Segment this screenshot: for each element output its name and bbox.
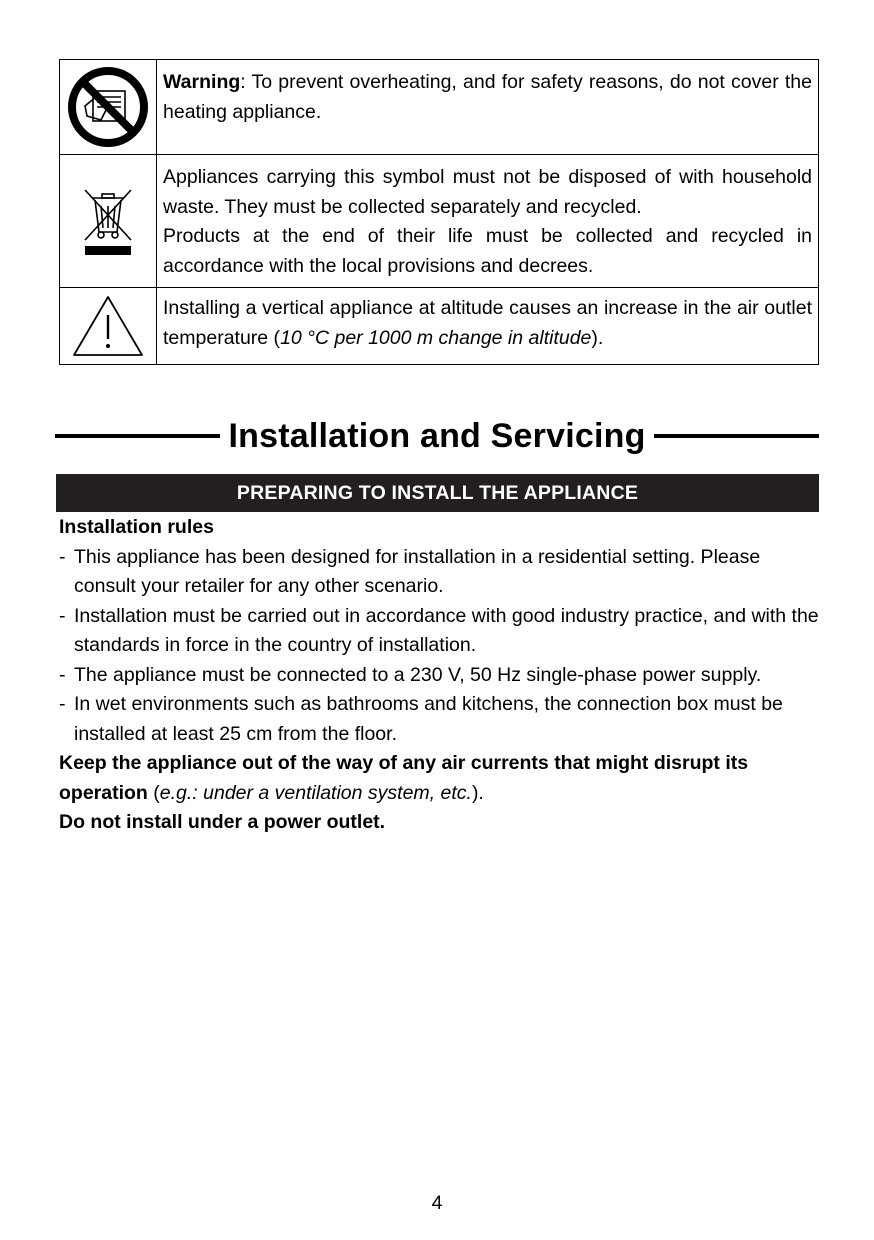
icon-cell — [60, 60, 157, 155]
title-rule-left — [55, 434, 220, 438]
icon-cell — [60, 288, 157, 365]
warning-body: : To prevent overheating, and for safety reasons, do not cover the heating appliance. — [163, 71, 812, 123]
list-item-text: In wet environments such as bathrooms and kitchens, the connection box must be installed at least 25 cm from the floor. — [74, 693, 783, 745]
weee-line-2: Products at the end of their life must be collected and recycled in accordance with the local provisions and decrees. — [163, 225, 812, 277]
note-bold: Keep the appliance out of the way of any air currents that might disrupt its operation — [59, 752, 749, 804]
subheading: Installation rules — [59, 516, 214, 538]
title-rule-right — [654, 434, 819, 438]
list-item-text: This appliance has been designed for installation in a residential setting. Please consult your retailer for any other scenario. — [74, 545, 761, 597]
table-row — [60, 288, 819, 365]
altitude-text-start: Installing a vertical appliance at altitude causes an increase in the air outlet temperature ( — [163, 297, 812, 349]
icon-cell — [60, 155, 157, 288]
crossed-bin-icon — [60, 184, 156, 258]
section-banner: PREPARING TO INSTALL THE APPLIANCE — [56, 474, 819, 512]
list-item: - This appliance has been designed for installation in a residential setting. Please consult your retailer for any other scenario. — [59, 545, 761, 597]
page-number: 4 — [431, 1192, 443, 1214]
list-item-text: Installation must be carried out in accordance with good industry practice, and with the standards in force in the country of installation. — [74, 604, 819, 656]
no-cover-icon — [60, 66, 156, 148]
weee-line-1: Appliances carrying this symbol must not be disposed of with household waste. They must be collected separately and recycled. — [163, 166, 812, 218]
altitude-text — [157, 288, 819, 365]
weee-text — [157, 155, 819, 288]
warning-text — [157, 60, 819, 155]
power-outlet-note: Do not install under a power outlet. — [59, 811, 386, 833]
table-row — [60, 60, 819, 155]
list-item: - The appliance must be connected to a 230 V, 50 Hz single-phase power supply. — [59, 663, 762, 686]
list-item: - In wet environments such as bathrooms and kitchens, the connection box must be installed at least 25 cm from the floor. — [59, 693, 783, 745]
list-item-text: The appliance must be connected to a 230 V, 50 Hz single-phase power supply. — [74, 663, 762, 686]
installation-rules — [59, 513, 819, 838]
warning-label: Warning — [163, 71, 241, 93]
air-currents-note — [59, 749, 819, 808]
note-paren-open: ( — [147, 781, 160, 804]
rules-list — [59, 543, 819, 750]
list-item: - Installation must be carried out in accordance with good industry practice, and with the standards in force in the country of installation. — [59, 604, 819, 656]
note-example: e.g.: under a ventilation system, etc. — [159, 781, 472, 804]
altitude-text-end: ). — [591, 326, 604, 349]
table-row — [60, 155, 819, 288]
page-title: Installation and Servicing — [228, 416, 646, 455]
note-paren-close: ). — [471, 781, 484, 804]
section-title — [55, 410, 819, 462]
safety-symbols-table — [59, 59, 819, 365]
warning-triangle-icon — [60, 293, 156, 359]
altitude-value: 10 °C per 1000 m change in altitude — [280, 326, 592, 349]
